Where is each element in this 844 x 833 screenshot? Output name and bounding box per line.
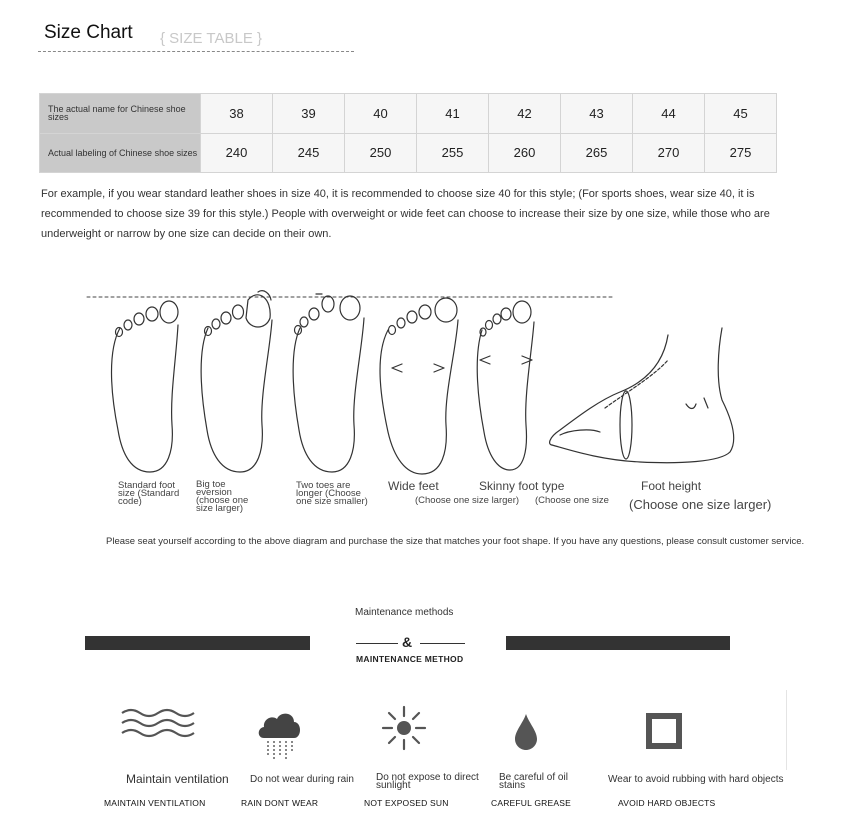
section-bar-left xyxy=(85,636,310,650)
maintenance-subheading: MAINTENANCE METHOD xyxy=(356,654,464,664)
rain-label: RAIN DONT WEAR xyxy=(241,798,319,808)
table-cell: 245 xyxy=(273,133,345,173)
table-cell: 255 xyxy=(417,133,489,173)
wide-feet-note: (Choose one size larger) xyxy=(415,495,520,506)
page-subtitle: { SIZE TABLE } xyxy=(160,30,262,47)
hard-objects-label: AVOID HARD OBJECTS xyxy=(618,798,716,808)
skinny-foot-note: (Choose one size xyxy=(535,495,609,506)
ventilation-caption: Maintain ventilation xyxy=(126,772,229,786)
table-cell: 260 xyxy=(489,133,561,173)
table-cell: 265 xyxy=(561,133,633,173)
table-cell: 44 xyxy=(633,94,705,134)
foot-height-note: (Choose one size larger) xyxy=(629,497,772,512)
skinny-foot-label: Skinny foot type xyxy=(479,479,565,493)
wide-foot-illustration xyxy=(380,298,458,474)
table-cell: 40 xyxy=(345,94,417,134)
foot-height-label: Foot height xyxy=(641,479,702,493)
heading-rule-left xyxy=(356,643,398,644)
sun-label: NOT EXPOSED SUN xyxy=(364,798,449,808)
rain-caption: Do not wear during rain xyxy=(250,774,354,785)
table-row xyxy=(40,94,777,134)
table-cell: 41 xyxy=(417,94,489,134)
table-cell: 39 xyxy=(273,94,345,134)
table-cell: 275 xyxy=(705,133,777,173)
maintenance-heading: Maintenance methods xyxy=(355,607,454,618)
standard-foot-illustration xyxy=(112,301,179,472)
table-row xyxy=(40,133,777,173)
hard-objects-caption: Wear to avoid rubbing with hard objects xyxy=(608,774,784,785)
foot-height-illustration xyxy=(550,328,734,463)
table-cell: 240 xyxy=(201,133,273,173)
oil-drop-icon xyxy=(513,713,539,751)
big-toe-label: Big toe eversion (choose one size larger) xyxy=(196,479,249,514)
row-header: Actual labeling of Chinese shoe sizes xyxy=(40,133,201,173)
size-table xyxy=(39,93,777,173)
table-cell: 270 xyxy=(633,133,705,173)
skinny-foot-illustration xyxy=(477,301,534,470)
grease-caption: Be careful of oil stains xyxy=(499,772,568,791)
big-toe-eversion-illustration xyxy=(201,291,272,472)
section-bar-right xyxy=(506,636,730,650)
edge-divider xyxy=(786,690,787,770)
title-divider xyxy=(38,51,354,52)
fitting-instruction-text: Please seat yourself according to the above diagram and purchase the size that matches your foot shape. If you have any questions, please consult customer service. xyxy=(106,536,805,547)
table-cell: 38 xyxy=(201,94,273,134)
sun-icon xyxy=(381,705,427,751)
table-cell: 43 xyxy=(561,94,633,134)
grease-label: CAREFUL GREASE xyxy=(491,798,571,808)
rain-cloud-icon xyxy=(256,708,304,760)
table-cell: 42 xyxy=(489,94,561,134)
table-cell: 250 xyxy=(345,133,417,173)
standard-foot-label: Standard foot size (Standard code) xyxy=(118,480,180,507)
row-header: The actual name for Chinese shoe sizes xyxy=(40,94,201,134)
two-toes-label: Two toes are longer (Choose one size smaller) xyxy=(296,480,368,507)
ampersand: & xyxy=(402,634,413,650)
foot-diagram xyxy=(0,280,844,480)
ventilation-label: MAINTAIN VENTILATION xyxy=(104,798,206,808)
wide-feet-label: Wide feet xyxy=(388,479,439,493)
wave-icon xyxy=(120,708,196,738)
square-icon xyxy=(646,713,682,749)
page-title: Size Chart xyxy=(44,22,133,43)
sun-caption: Do not expose to direct sunlight xyxy=(376,772,479,791)
heading-rule-right xyxy=(420,643,465,644)
table-cell: 45 xyxy=(705,94,777,134)
size-advice-text: For example, if you wear standard leather shoes in size 40, it is recommended to choose size 40 for this style; (For sports shoes, wear size 40, it is recommended to choose size 39 for this style.) People with overweight or wide feet can choose to increase their size by one size, while those who are underweight or narrow by one size can decide on their own. xyxy=(41,188,770,240)
two-toes-longer-illustration xyxy=(293,294,364,472)
